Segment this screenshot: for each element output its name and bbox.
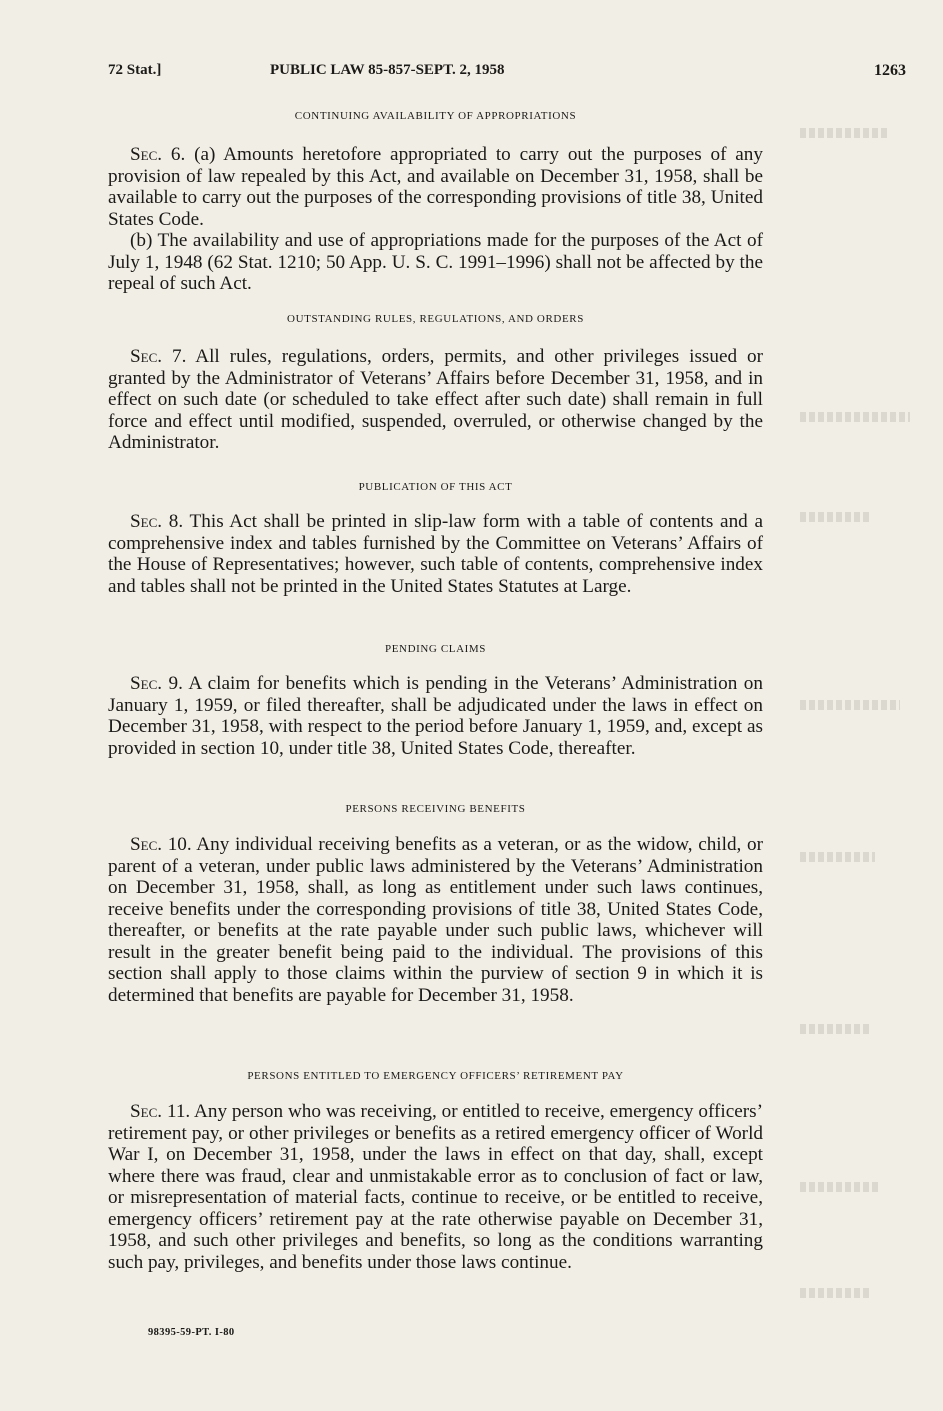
section-paragraph: [108, 346, 763, 454]
paragraph-text: A claim for benefits which is pending in the Veterans’ Administration on January 1, 1959, or filed thereafter, shall be adjudicated under the laws in effect on December 31, 1958, with respect to the period before January 1, 1959, and, except as provided in section 10, under title 38, United States Code, thereafter.: [108, 673, 763, 759]
section-heading: PERSONS RECEIVING BENEFITS: [345, 803, 526, 815]
print-code-footer: 98395-59-PT. I-80: [148, 1327, 235, 1338]
paragraph-text: Any individual receiving benefits as a veteran, or as the widow, child, or parent of a veteran, under public laws administered by the Veterans’ Administration on December 31, 1958, shall, as long as entitlement under such laws continues, receive benefits under the corresponding provisions of title 38, United States Code, thereafter, or benefits at the rate payable under such public laws, whichever will result in the greater benefit being paid to the individual. The provisions of this section shall apply to those claims within the purview of section 9 in which it is determined that benefits are payable for December 31, 1958.: [108, 834, 763, 1006]
section-label: Sec. 10.: [130, 834, 192, 855]
law-title: PUBLIC LAW 85-857-SEPT. 2, 1958: [270, 62, 505, 78]
paragraph-text: (a) Amounts heretofore appropriated to carry out the purposes of any provision of law repealed by this Act, and available on December 31, 1958, shall be available to carry out the purposes of the corresponding provisions of title 38, United States Code.: [108, 144, 763, 230]
bleed-through-mark: [800, 1182, 880, 1192]
section-label: Sec. 11.: [130, 1101, 191, 1122]
bleed-through-mark: [800, 700, 900, 710]
bleed-through-mark: [800, 512, 870, 522]
section-heading: CONTINUING AVAILABILITY OF APPROPRIATIONS: [294, 110, 577, 122]
section-paragraph: [108, 511, 763, 597]
section-heading: PENDING CLAIMS: [385, 643, 486, 655]
section-heading: OUTSTANDING RULES, REGULATIONS, AND ORDERS: [287, 313, 584, 325]
section-paragraph: [108, 673, 763, 759]
section-paragraph: [108, 144, 763, 230]
section-heading: PERSONS ENTITLED TO EMERGENCY OFFICERS’ RETIREMENT PAY: [247, 1070, 624, 1082]
bleed-through-mark: [800, 412, 910, 422]
section-paragraph: [108, 834, 763, 1006]
paragraph-text: This Act shall be printed in slip-law form with a table of contents and a comprehensive index and tables furnished by the Committee on Veterans’ Affairs of the House of Representatives; however, such table of contents, comprehensive index and tables shall not be printed in the United States Statutes at Large.: [108, 511, 763, 597]
section-label: Sec. 6.: [130, 144, 186, 165]
section-paragraph: [108, 1101, 763, 1273]
bleed-through-mark: [800, 1288, 870, 1298]
running-head: [108, 62, 908, 88]
section-paragraph: [108, 230, 763, 295]
bleed-through-mark: [800, 1024, 870, 1034]
section-label: Sec. 9.: [130, 673, 183, 694]
paragraph-text: All rules, regulations, orders, permits, and other privileges issued or granted by the Administrator of Veterans’ Affairs before December 31, 1958, and in effect on such date (or scheduled to take effect after such date) shall remain in full force and effect until modified, suspended, overruled, or otherwise changed by the Administrator.: [108, 346, 763, 453]
section-label: Sec. 8.: [130, 511, 184, 532]
volume-citation: 72 Stat.]: [108, 62, 162, 78]
section-heading: PUBLICATION OF THIS ACT: [358, 481, 513, 493]
paragraph-text: (b) The availability and use of appropriations made for the purposes of the Act of July 1, 1948 (62 Stat. 1210; 50 App. U. S. C. 1991–1996) shall not be affected by the repeal of such Act.: [108, 230, 763, 294]
section-label: Sec. 7.: [130, 346, 187, 367]
bleed-through-mark: [800, 852, 875, 862]
bleed-through-mark: [800, 128, 890, 138]
paragraph-text: Any person who was receiving, or entitled to receive, emergency officers’ retirement pay, or other privileges or benefits as a retired emergency officer of World War I, on December 31, 1958, under the laws in effect on that day, shall, except where there was fraud, clear and unmistakable error as to conclusion of fact or law, or misrepresentation of material facts, continue to receive, or be entitled to receive, emergency officers’ retirement pay at the rate otherwise payable on December 31, 1958, and such other privileges and benefits, so long as the conditions warranting such pay, privileges, and benefits under those laws continue.: [108, 1101, 763, 1273]
page-number: 1263: [874, 62, 906, 79]
